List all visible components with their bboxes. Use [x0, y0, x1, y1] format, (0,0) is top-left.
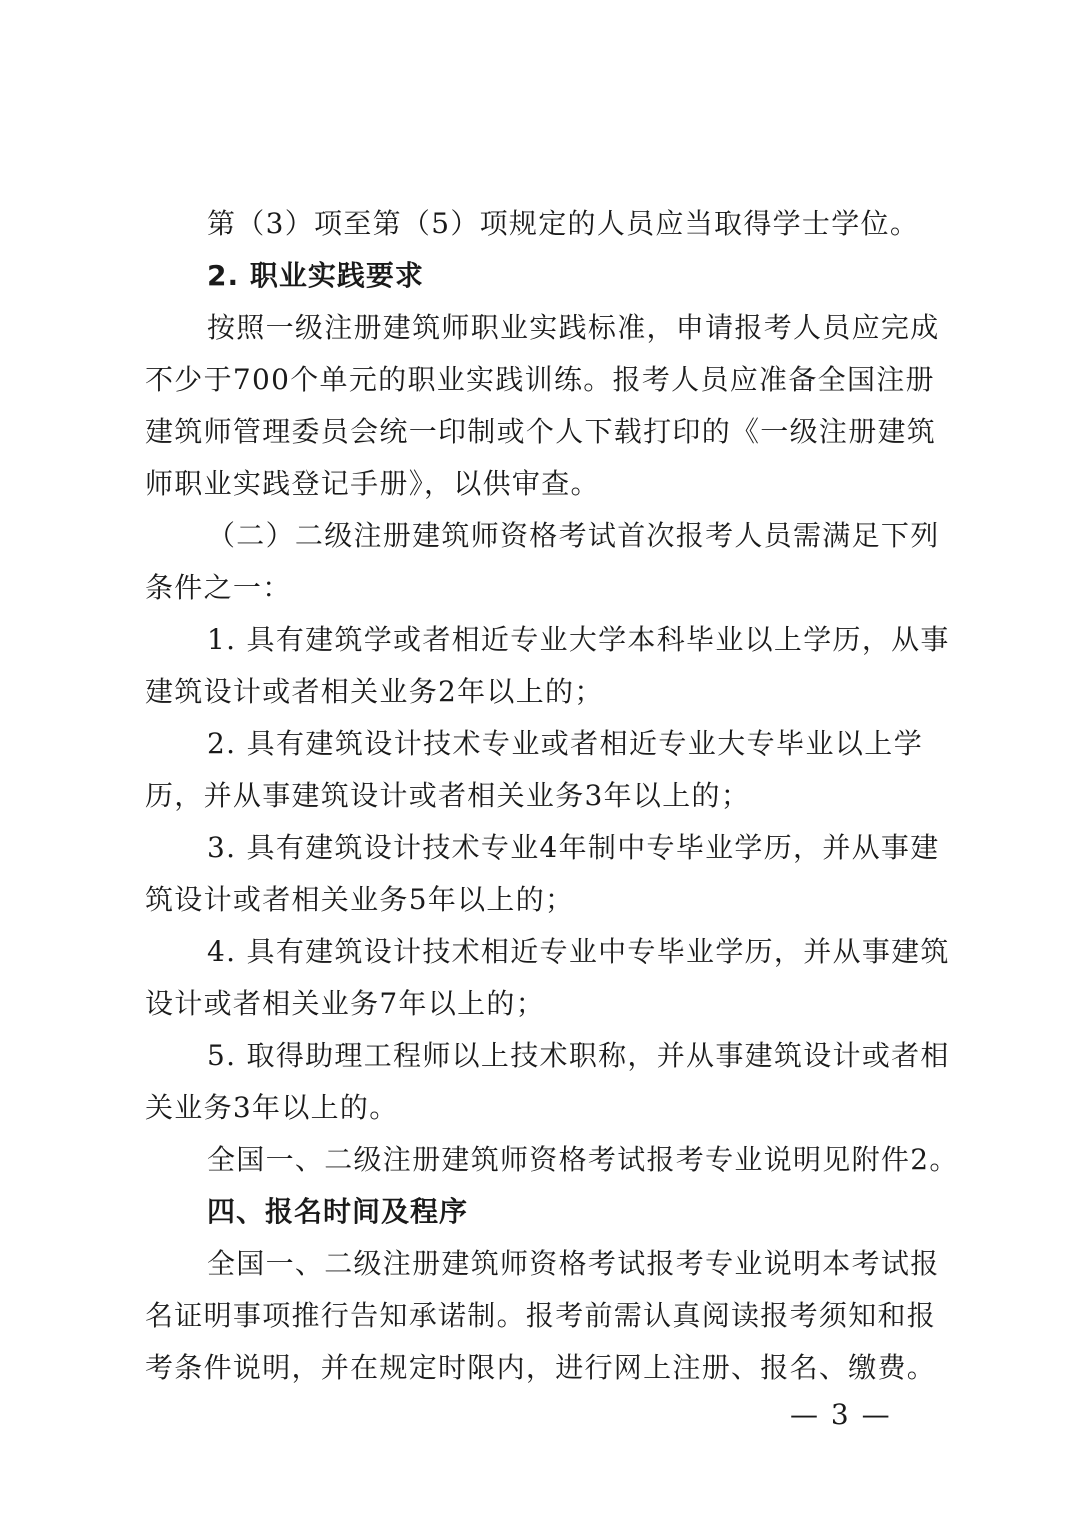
- list-item-line: 2. 具有建筑设计技术专业或者相近专业大专毕业以上学: [207, 727, 923, 760]
- list-item-line: 筑设计或者相关业务5年以上的；: [145, 883, 575, 916]
- paragraph-line: 第（3）项至第（5）项规定的人员应当取得学士学位。: [207, 207, 920, 240]
- paragraph-line: 名证明事项推行告知承诺制。报考前需认真阅读报考须知和报: [145, 1299, 937, 1332]
- paragraph-line: 全国一、二级注册建筑师资格考试报考专业说明本考试报: [207, 1247, 940, 1280]
- list-item-line: 设计或者相关业务7年以上的；: [145, 987, 546, 1020]
- paragraph-line: 考条件说明，并在规定时限内，进行网上注册、报名、缴费。: [145, 1351, 937, 1384]
- paragraph-line: 按照一级注册建筑师职业实践标准，申请报考人员应完成: [207, 311, 940, 344]
- paragraph-line: 全国一、二级注册建筑师资格考试报考专业说明见附件2。: [207, 1143, 959, 1176]
- list-item-line: 1. 具有建筑学或者相近专业大学本科毕业以上学历，从事: [207, 623, 950, 656]
- paragraph-line: （二）二级注册建筑师资格考试首次报考人员需满足下列: [207, 519, 940, 552]
- list-item-line: 建筑设计或者相关业务2年以上的；: [145, 675, 604, 708]
- list-item-line: 3. 具有建筑设计技术专业4年制中专毕业学历，并从事建: [207, 831, 940, 864]
- section-heading: 2. 职业实践要求: [207, 259, 424, 292]
- list-item-line: 5. 取得助理工程师以上技术职称，并从事建筑设计或者相: [207, 1039, 950, 1072]
- paragraph-line: 条件之一：: [145, 571, 292, 604]
- list-item-line: 4. 具有建筑设计技术相近专业中专毕业学历，并从事建筑: [207, 935, 950, 968]
- page-number: — 3 —: [790, 1398, 892, 1431]
- paragraph-line: 不少于700个单元的职业实践训练。报考人员应准备全国注册: [145, 363, 935, 396]
- paragraph-line: 师职业实践登记手册》，以供审查。: [145, 467, 600, 500]
- paragraph-line: 建筑师管理委员会统一印制或个人下载打印的《一级注册建筑: [145, 415, 937, 448]
- list-item-line: 历，并从事建筑设计或者相关业务3年以上的；: [145, 779, 751, 812]
- list-item-line: 关业务3年以上的。: [145, 1091, 399, 1124]
- section-heading: 四、报名时间及程序: [207, 1195, 469, 1228]
